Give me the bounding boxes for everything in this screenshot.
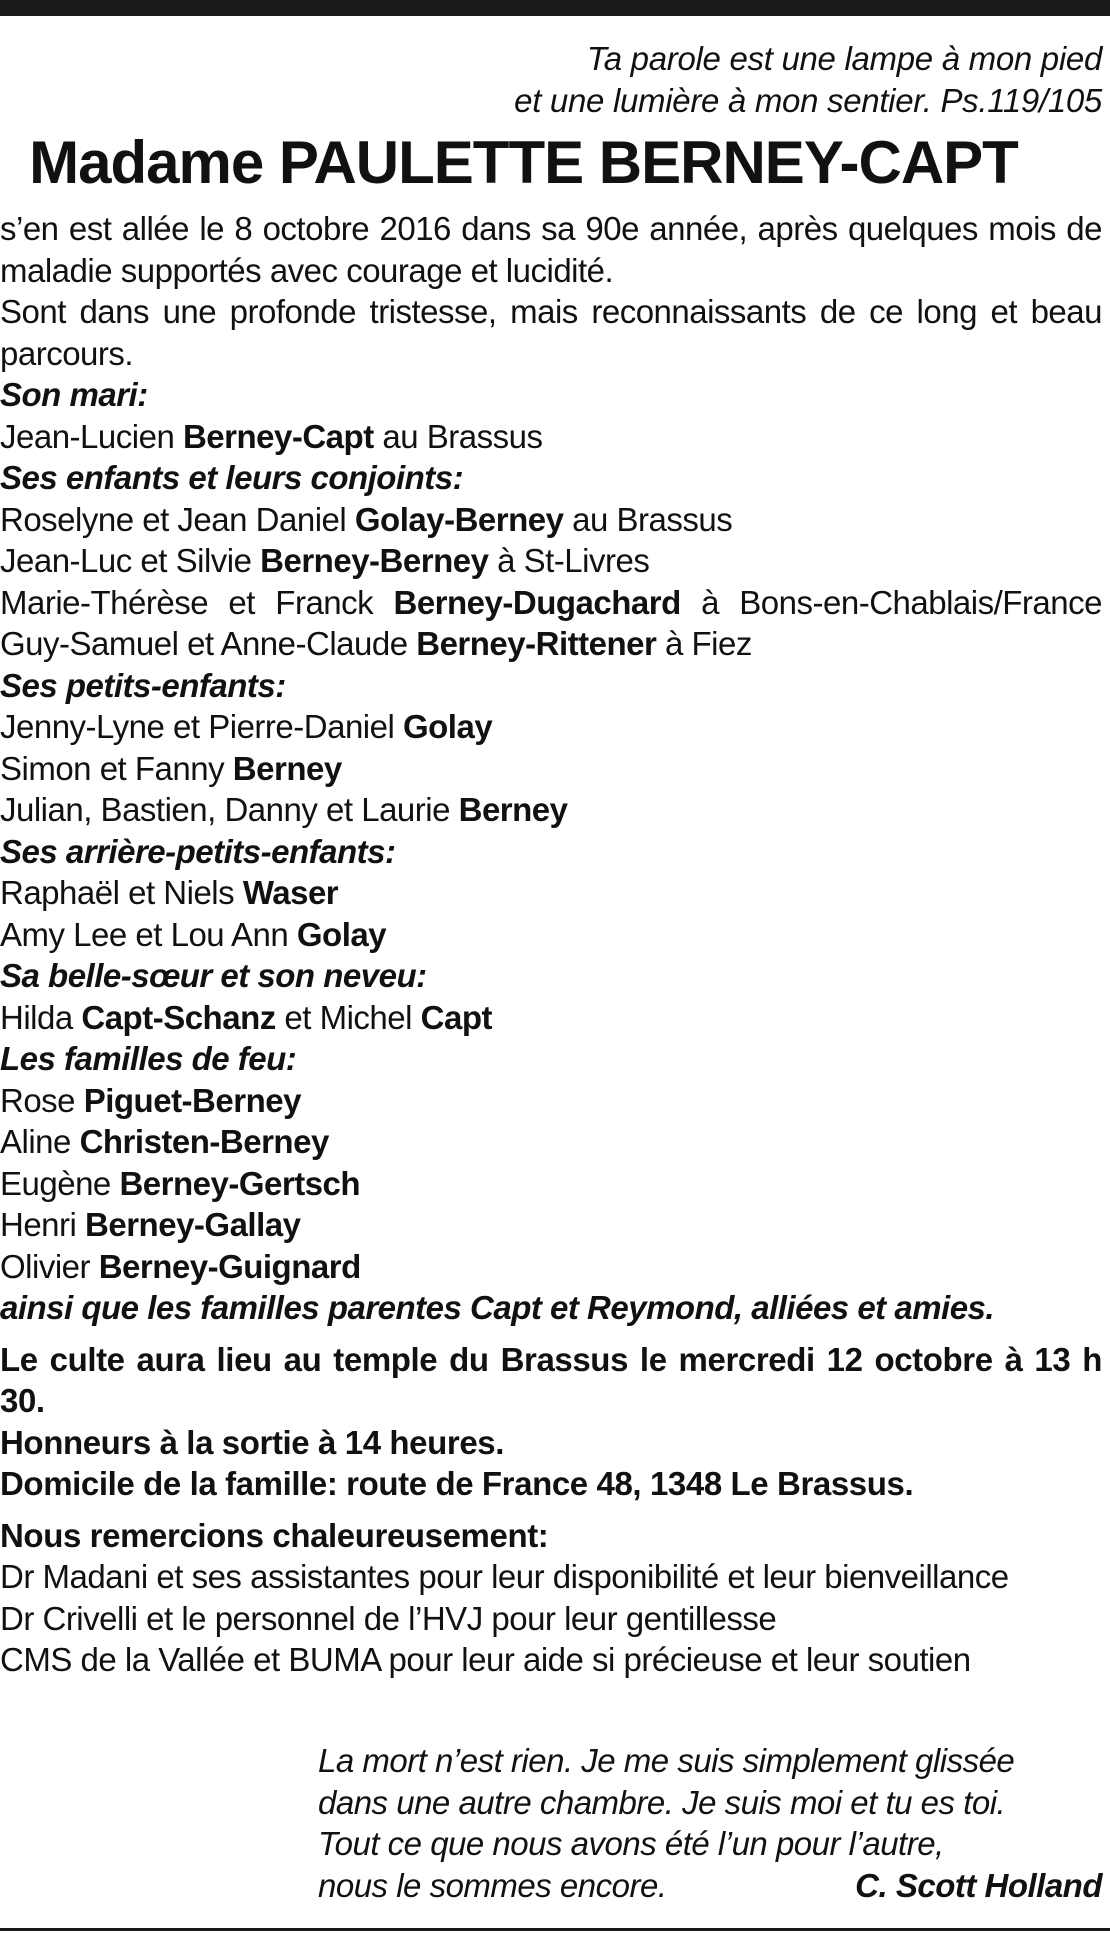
child-entry <box>0 499 1102 541</box>
quote-author: C. Scott Holland <box>855 1866 1102 1904</box>
grandchildren-heading: Ses petits-enfants: <box>0 666 286 704</box>
spacer <box>0 1505 1102 1515</box>
first-names: Raphaël et Niels <box>0 874 235 911</box>
family-entry <box>0 1204 1102 1246</box>
child-entry <box>0 582 1102 624</box>
thanks-line: CMS de la Vallée et BUMA pour leur aide si précieuse et leur soutien <box>0 1641 971 1678</box>
family-name: Capt <box>420 998 492 1036</box>
families-heading: Les familles de feu: <box>0 1040 297 1077</box>
great-grandchild-entry <box>0 872 1102 914</box>
first-names: Hilda <box>0 998 73 1036</box>
in-laws-entry <box>0 997 1102 1039</box>
grandchild-entry <box>0 706 1102 748</box>
family-name: Berney <box>458 791 568 828</box>
place: à Fiez <box>665 625 752 662</box>
first-names: Jean-Lucien <box>0 417 175 455</box>
family-name: Berney-Capt <box>182 417 374 455</box>
family-name: Golay-Berney <box>354 500 564 538</box>
deceased-name: Madame PAULETTE BERNEY-CAPT <box>29 129 1018 196</box>
family-name: Berney <box>232 749 342 787</box>
first-names: Jenny-Lyne et Pierre-Daniel <box>0 708 395 745</box>
first-names: et Michel <box>284 998 412 1036</box>
husband-heading: Son mari: <box>0 376 148 413</box>
conjunction: et <box>228 583 255 621</box>
place: au Brassus <box>572 500 733 538</box>
family-address: Domicile de la famille: route de France 48, 1348 Le Brassus. <box>0 1465 914 1502</box>
first-names: Jean-Luc et Silvie <box>0 542 252 579</box>
husband-entry <box>0 416 1102 458</box>
top-border-bar <box>0 0 1110 16</box>
service-paragraph: Le culte aura lieu au temple du Brassus le mercredi 12 octobre à 13 h 30. <box>0 1340 1102 1419</box>
first-names: Eugène <box>0 1164 111 1202</box>
first-names: Amy Lee et Lou Ann <box>0 915 289 953</box>
family-entry <box>0 1246 1102 1288</box>
family-name: Piguet-Berney <box>83 1081 301 1119</box>
spacer <box>0 1329 1102 1339</box>
family-name: Berney-Gertsch <box>119 1164 361 1202</box>
family-entry <box>0 1163 1102 1205</box>
verse-line-1: Ta parole est une lampe à mon pied <box>586 40 1102 77</box>
place: Bons-en-Chablais/France <box>739 583 1102 621</box>
first-names: Guy-Samuel et Anne-Claude <box>0 625 408 662</box>
family-name: Berney-Rittener <box>416 625 657 662</box>
thanks-heading: Nous remercions chaleureusement: <box>0 1516 549 1554</box>
grandchild-entry <box>0 789 1102 831</box>
bible-verse <box>0 38 1102 122</box>
grandchild-entry <box>0 748 1102 790</box>
first-names: Henri <box>0 1206 77 1243</box>
place: au Brassus <box>382 417 543 455</box>
intro-paragraph-2: Sont dans une profonde tristesse, mais reconnaissants de ce long et beau parcours. <box>0 293 1102 372</box>
families-closing: ainsi que les familles parentes Capt et Reymond, alliées et amies. <box>0 1289 995 1326</box>
first-names: Aline <box>0 1123 71 1160</box>
family-name: Berney-Gallay <box>85 1206 301 1243</box>
bottom-rule <box>0 1928 1110 1931</box>
obituary-notice <box>0 38 1102 1681</box>
in-laws-heading: Sa belle-sœur et son neveu: <box>0 957 427 994</box>
first-names: Marie-Thérèse <box>0 583 209 621</box>
family-name: Christen-Berney <box>79 1123 329 1160</box>
preposition: à <box>701 583 719 621</box>
children-heading: Ses enfants et leurs conjoints: <box>0 459 464 496</box>
verse-line-2: et une lumière à mon sentier. Ps.119/105 <box>514 82 1102 119</box>
first-names-spouse: Franck <box>275 583 374 621</box>
quote-line-1: La mort n’est rien. Je me suis simplement glissée <box>318 1742 1015 1779</box>
family-name: Golay <box>296 915 387 953</box>
family-name: Berney-Dugachard <box>393 583 681 621</box>
thanks-line: Dr Crivelli et le personnel de l’HVJ pour leur gentillesse <box>0 1599 777 1637</box>
family-name: Waser <box>242 874 339 911</box>
first-names: Julian, Bastien, Danny et Laurie <box>0 791 450 828</box>
child-entry <box>0 623 1102 665</box>
first-names: Simon et Fanny <box>0 749 225 787</box>
family-entry <box>0 1121 1102 1163</box>
thanks-line: Dr Madani et ses assistantes pour leur disponibilité et leur bienveillance <box>0 1558 1009 1595</box>
closing-quote <box>318 1740 1102 1906</box>
quote-line-3: Tout ce que nous avons été l’un pour l’autre, <box>318 1825 944 1862</box>
first-names: Rose <box>0 1081 76 1119</box>
family-name: Capt-Schanz <box>81 998 276 1036</box>
family-name: Berney-Berney <box>260 542 489 579</box>
quote-last-row <box>318 1865 1102 1907</box>
great-grandchildren-heading: Ses arrière-petits-enfants: <box>0 832 396 870</box>
quote-line-4: nous le sommes encore. <box>318 1866 667 1904</box>
first-names: Olivier <box>0 1247 91 1285</box>
honours-paragraph: Honneurs à la sortie à 14 heures. <box>0 1423 505 1461</box>
quote-line-2: dans une autre chambre. Je suis moi et tu es toi. <box>318 1783 1006 1821</box>
great-grandchild-entry <box>0 914 1102 956</box>
family-name: Golay <box>402 708 493 745</box>
first-names: Roselyne et Jean Daniel <box>0 500 347 538</box>
place: à St-Livres <box>497 542 650 579</box>
intro-paragraph-1: s’en est allée le 8 octobre 2016 dans sa 90e année, après quelques mois de maladie supportés avec courage et lucidité. <box>0 210 1102 289</box>
family-name: Berney-Guignard <box>98 1247 361 1285</box>
family-entry <box>0 1080 1102 1122</box>
child-entry <box>0 540 1102 582</box>
